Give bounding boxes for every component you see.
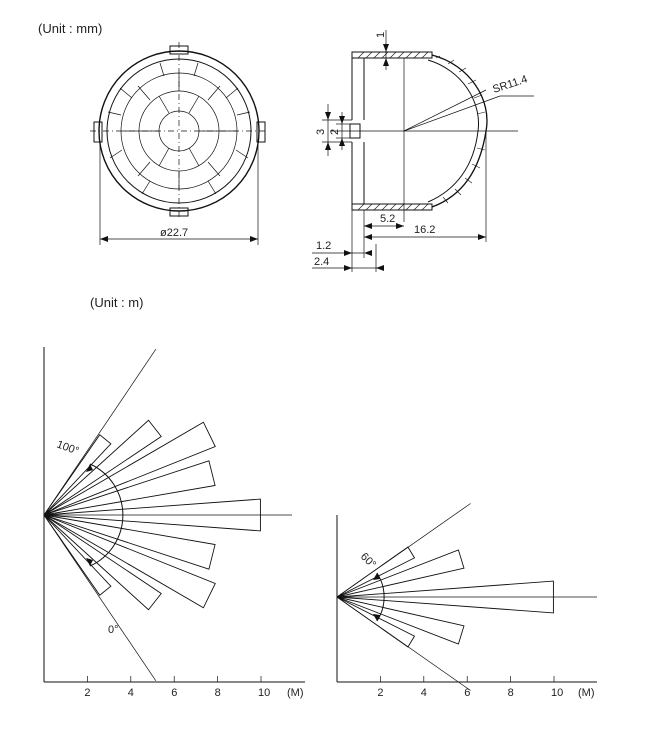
v-tick-label: 8 bbox=[507, 687, 514, 699]
lens-side-view bbox=[312, 30, 534, 272]
h-beam bbox=[44, 515, 111, 595]
dim-sphere-radius: SR11.4 bbox=[491, 73, 530, 96]
v-ticks bbox=[377, 676, 563, 699]
lens-front-view bbox=[90, 42, 268, 245]
h-zero-label: 0° bbox=[108, 624, 119, 636]
h-ticks bbox=[84, 676, 270, 699]
lens-flange-top bbox=[352, 52, 432, 58]
v-tick-label: 6 bbox=[464, 687, 471, 699]
v-beam bbox=[337, 597, 414, 647]
v-axis-unit: (M) bbox=[578, 687, 595, 699]
horizontal-detection-chart bbox=[44, 347, 305, 699]
h-axis-unit: (M) bbox=[287, 687, 304, 699]
h-tick-label: 4 bbox=[127, 687, 134, 699]
vertical-detection-chart bbox=[337, 504, 597, 699]
h-angle-label: 100° bbox=[54, 438, 81, 458]
dim-depth-inner: 5.2 bbox=[380, 213, 396, 225]
v-beam bbox=[337, 550, 464, 597]
h-tick-label: 2 bbox=[84, 687, 91, 699]
v-tick-label: 4 bbox=[420, 687, 427, 699]
h-beam bbox=[44, 515, 215, 608]
v-angle-label: 60° bbox=[357, 550, 379, 571]
unit-label-mm: (Unit : mm) bbox=[38, 21, 103, 36]
h-beam bbox=[44, 515, 161, 610]
dim-flange-1: 1.2 bbox=[316, 240, 332, 252]
v-beam bbox=[337, 547, 414, 597]
h-beam bbox=[44, 422, 215, 515]
v-beam bbox=[337, 597, 464, 644]
dim-depth-total: 16.2 bbox=[414, 224, 436, 236]
dim-diameter: ø22.7 bbox=[160, 227, 189, 239]
v-tick-label: 10 bbox=[551, 687, 564, 699]
unit-label-m: (Unit : m) bbox=[90, 295, 144, 310]
h-tick-label: 10 bbox=[258, 687, 271, 699]
dim-inner-height: 2 bbox=[329, 128, 341, 135]
v-tick-label: 2 bbox=[377, 687, 384, 699]
lens-flange-bottom bbox=[352, 204, 432, 210]
dim-flange-2: 2.4 bbox=[314, 256, 330, 268]
h-tick-label: 6 bbox=[171, 687, 178, 699]
h-tick-label: 8 bbox=[214, 687, 221, 699]
h-beam bbox=[44, 420, 161, 515]
lens-tab-left bbox=[94, 122, 102, 142]
dim-top-flange: 1 bbox=[375, 31, 387, 38]
dim-outer-height: 3 bbox=[315, 128, 327, 135]
